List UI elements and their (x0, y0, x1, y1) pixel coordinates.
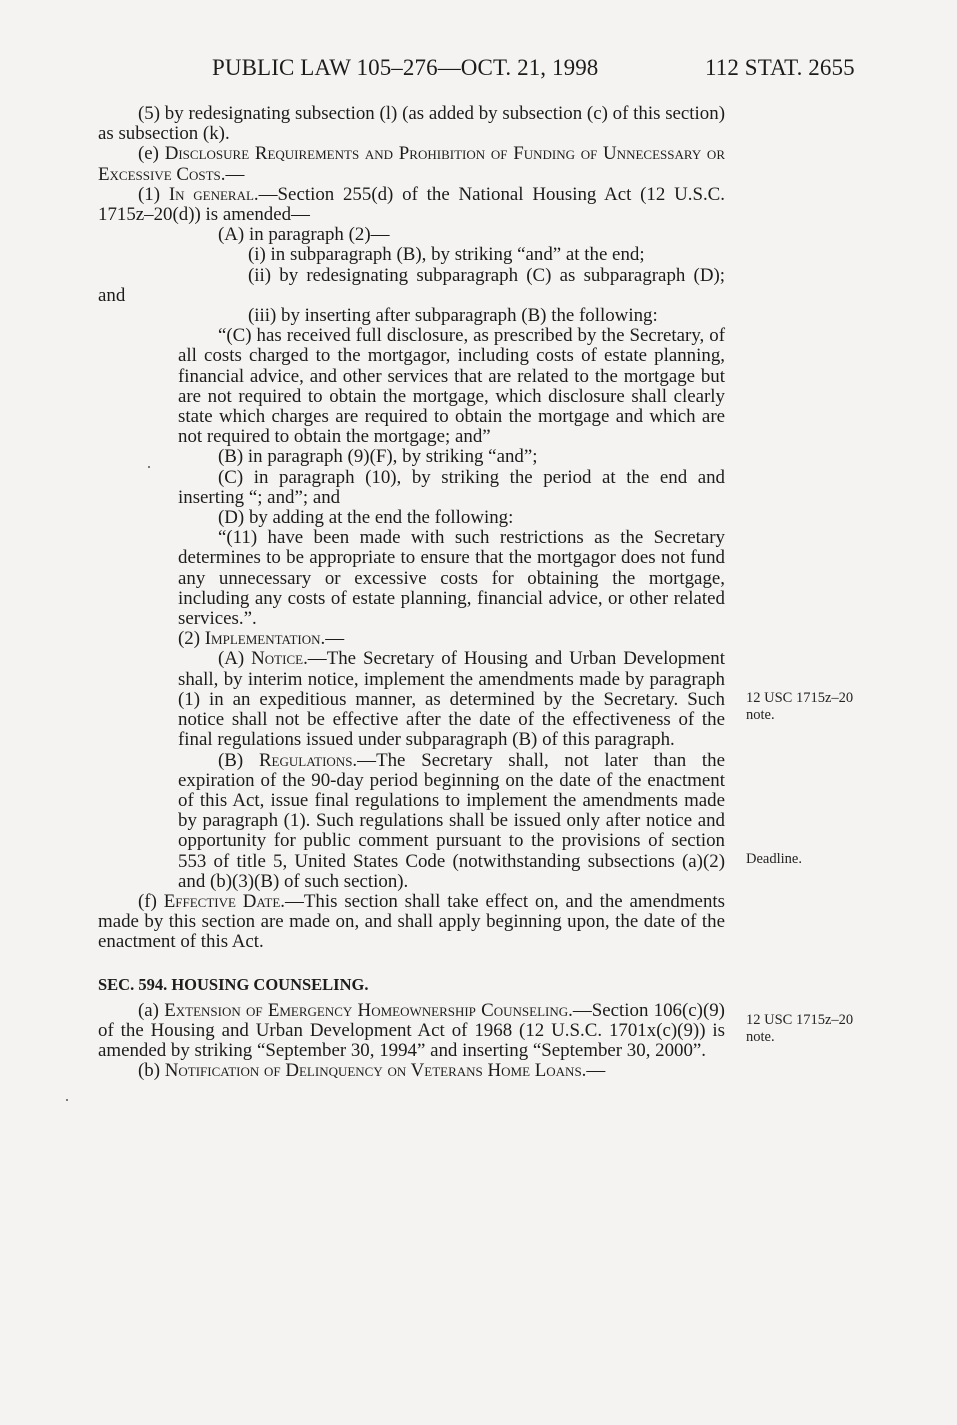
subparagraph-D: (D) by adding at the end the following: (218, 507, 514, 529)
margin-note-usc-2-citation: 12 USC 1715z–20 (746, 1012, 854, 1028)
paragraph-e2 (98, 629, 725, 649)
margin-note-usc-2 (746, 1012, 853, 1046)
subsection-594a-text: —Section 106(c)(9) of the Housing and Urban Development Act of 1968 (12 U.S.C. 1701x(c)(9)) is amended by striking “September 30, 1994” and inserting “September 30, 2000”. (98, 999, 725, 1062)
subsection-e (98, 144, 725, 184)
subparagraph-A-notice-heading: Notice. (251, 648, 308, 670)
subsection-e-number: (e) (138, 143, 165, 165)
paragraph-e1-number: (1) (138, 183, 169, 205)
margin-note-usc-1-note: note. (746, 707, 775, 723)
subsection-594a-heading: Extension of Emergency Homeownership Counseling. (164, 999, 573, 1021)
subparagraph-B-regulations-text: —The Secretary shall, not later than the expiration of the 90-day period beginning on the date of the enactment of this Act, issue final regulations to implement the amendments made by paragraph (1). Such regulations shall be issued only after notice and opportunity for public comment pursuant to the provisions of section 553 of title 5, United States Code (notwithstanding subsections (a)(2) and (b)(3)(B) of such section). (178, 749, 725, 892)
subsection-594b (98, 1061, 725, 1081)
clause-iii: (iii) by inserting after subparagraph (B) the following: (248, 305, 658, 327)
subsection-f-text: —This section shall take effect on, and the amendments made by this section are made on, and shall apply beginning upon, the date of the enactment of this Act. (98, 890, 725, 953)
margin-note-usc-1-citation: 12 USC 1715z–20 (746, 690, 854, 706)
subparagraph-A-notice-text: —The Secretary of Housing and Urban Development shall, by interim notice, implement the amendments made by paragraph (1) in an expeditious manner, as determined by the Secretary. Such notice shall not be effective after the date of the effectiveness of the final regulations issued under subparagraph (B) of this paragraph. (178, 648, 725, 751)
subsection-e-heading: Disclosure Requirements and Prohibition of Funding of Unnecessary or Excessive Costs.— (98, 143, 725, 185)
subsection-594a (98, 1001, 725, 1062)
paragraph-e2-number: (2) (178, 628, 205, 650)
paragraph-5: (5) by redesignating subsection (l) (as added by subsection (c) of this section) as subsection (k). (98, 103, 725, 145)
subsection-594b-number: (b) (138, 1060, 165, 1082)
running-header-title: PUBLIC LAW 105–276—OCT. 21, 1998 (212, 55, 599, 80)
clause-i: (i) in subparagraph (B), by striking “and” at the end; (248, 244, 645, 266)
subsection-594a-number: (a) (138, 999, 165, 1021)
margin-note-usc-1 (746, 690, 853, 724)
clause-ii: (ii) by redesignating subparagraph (C) as subparagraph (D); and (98, 264, 725, 306)
margin-note-usc-2-note: note. (746, 1029, 775, 1045)
section-594-heading: SEC. 594. HOUSING COUNSELING. (98, 974, 369, 994)
subparagraph-B-regulations-number: (B) (218, 749, 259, 771)
paragraph-e1 (98, 185, 725, 225)
subsection-594b-text: — (586, 1060, 606, 1082)
subsection-f (98, 892, 725, 953)
subsection-594b-heading: Notification of Delinquency on Veterans Home Loans. (164, 1060, 587, 1082)
subparagraph-A: (A) in paragraph (2)— (218, 224, 390, 246)
subparagraph-A-notice-number: (A) (218, 648, 252, 670)
scan-speck (148, 466, 150, 468)
quoted-subparagraph-C: “(C) has received full disclosure, as prescribed by the Secretary, of all costs charged to the mortgagor, including costs of estate planning, financial advice, and other services that are related to the mortgage but are not required to obtain the mortgage, which disclosure shall clearly state which charges are required to obtain the mortgage and which are not required to obtain the mortgage; and” (178, 325, 725, 448)
margin-note-deadline: Deadline. (746, 851, 802, 867)
statute-text (98, 104, 725, 1082)
paragraph-e1-text: —Section 255(d) of the National Housing Act (12 U.S.C. 1715z–20(d)) is amended— (98, 183, 725, 226)
subparagraph-A-notice (178, 649, 725, 750)
subparagraph-B: (B) in paragraph (9)(F), by striking “and”; (218, 446, 538, 468)
running-header-page-number: 112 STAT. 2655 (705, 55, 855, 80)
subparagraph-B-regulations (178, 751, 725, 892)
paragraph-e1-heading: In general. (168, 183, 259, 205)
subsection-f-number: (f) (138, 890, 164, 912)
subparagraph-C: (C) in paragraph (10), by striking the period at the end and inserting “; and”; and (178, 466, 725, 508)
scan-speck (66, 1099, 68, 1101)
quoted-paragraph-11: “(11) have been made with such restrictions as the Secretary determines to be appropriate to ensure that the mortgagor does not fund any unnecessary or excessive costs for obtaining the mortgage, including any costs of estate planning, financial advice, or other related services.”. (178, 527, 725, 630)
paragraph-e2-heading: Implementation.— (204, 628, 345, 650)
subsection-f-heading: Effective Date. (163, 890, 285, 912)
subparagraph-B-regulations-heading: Regulations. (258, 749, 358, 771)
